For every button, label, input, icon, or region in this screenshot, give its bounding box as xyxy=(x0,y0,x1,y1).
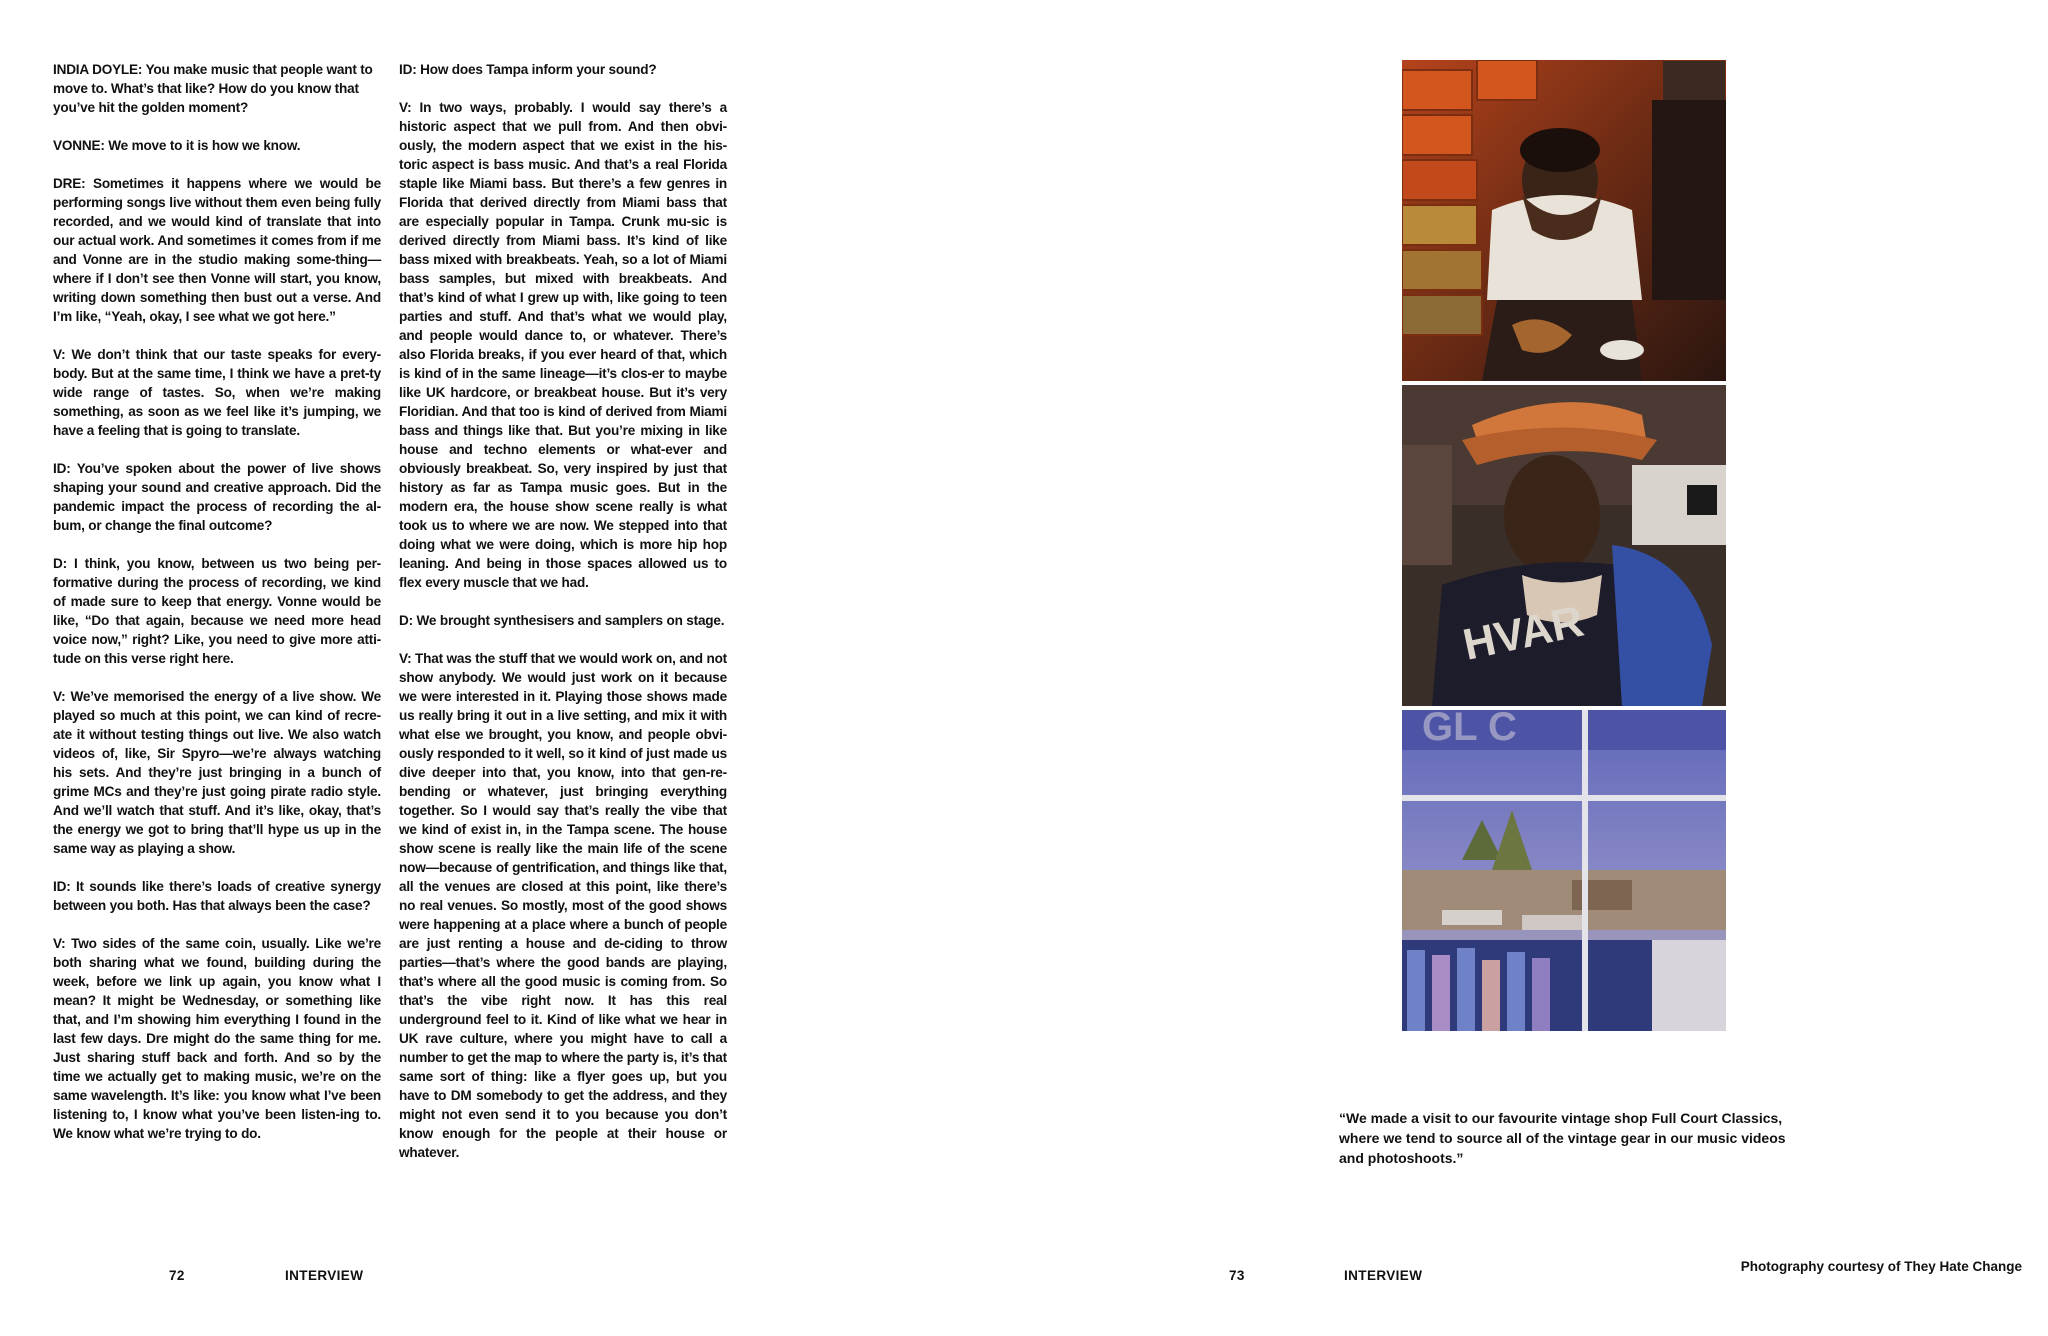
paragraph: VONNE: We move to it is how we know. xyxy=(53,138,301,153)
paragraph: ID: How does Tampa inform your sound? xyxy=(399,62,657,77)
photo-caption: “We made a visit to our favourite vintage shop Full Court Classics, where we tend to source all of the vintage gear in our music videos and photoshoots.” xyxy=(1339,1110,1786,1166)
paragraph: V: In two ways, probably. I would say there’s a historic aspect that we pull from. And then obvi-ously, the modern aspect that we exist in the his-toric aspect is bass music. And that’s a real Florida staple like Miami bass. But there’s a few genres in Florida that derived directly from Miami bass that are especially popular in Tampa. Crunk mu-sic is derived directly from Miami bass. It’s kind of like bass mixed with breakbeats. Yeah, so a lot of Miami bass samples, but mixed with breakbeats. And that’s kind of what I grew up with, like going to teen parties and stuff. And that’s what we would play, and people would dance to, or whatever. There’s also Florida breaks, if you ever heard of that, which is kind of in the same lineage—it’s clos-er to maybe like UK hardcore, or breakbeat house. But it’s very Floridian. And that too is kind of derived from Miami bass and things like that. But you’re mixing in like house and techno elements or what-ever and obviously breakbeat. So, very inspired by just that history as far as Tampa music goes. But in the modern era, the house show scene really is what took us to where we are now. We stepped into that doing what we were doing, which is more hip hop leaning. And being in those spaces allowed us to flex every muscle that we had. xyxy=(399,100,727,590)
polaroid-photo-orange-cap xyxy=(1402,385,1726,706)
polaroid-photo-store-window xyxy=(1402,710,1726,1031)
paragraph: ID: It sounds like there’s loads of creative synergy between you both. Has that always been the case? xyxy=(53,879,381,913)
page-number: 72 xyxy=(169,1268,185,1283)
section-label: INTERVIEW xyxy=(285,1268,364,1283)
paragraph: DRE: Sometimes it happens where we would be performing songs live without them even being fully recorded, and we would kind of translate that into our actual work. And sometimes it comes from if me and Vonne are in the studio making some-thing—where if I don’t see then Vonne will start, you know, writing down something then bust out a verse. And I’m like, “Yeah, okay, I see what we got here.” xyxy=(53,176,381,324)
paragraph: V: That was the stuff that we would work on, and not show anybody. We would just work on it because we were interested in it. Playing those shows made us really bring it out in a live setting, and mix it with what else we brought, you know, and people obvi-ously responded to it well, so it kind of just made us dive deeper into that, you know, into that gen-re-bending or whatever, just bringing everything together. So I would say that’s really the vibe that we kind of exist in, in the Tampa scene. The house show scene is really like the main life of the scene now—because of gentrification, and things like that, all the venues are closed at this point, like there’s no real venues. So mostly, most of the good shows were happening at a place where a bunch of people are just renting a house and de-ciding to throw parties—that’s where the good bands are playing, that’s where all the good music is coming from. So that’s the vibe right now. It has this real underground feel to it. Kind of like what we hear in UK rave culture, where you might have to call a number to get the map to where the party is, it’s that same sort of thing: like a flyer goes up, but you have to DM somebody to get the address, and they might not even send it to you because you don’t know enough for the people at their house or whatever. xyxy=(399,651,727,1160)
polaroid-photo-shoebox-wall xyxy=(1402,60,1726,381)
section-label: INTERVIEW xyxy=(1344,1268,1423,1283)
right-page xyxy=(1024,0,2048,1336)
svg-text:GL C: GL C xyxy=(1422,710,1517,749)
page-number: 73 xyxy=(1229,1268,1245,1283)
paragraph: V: We’ve memorised the energy of a live show. We played so much at this point, we can kind of recre-ate it without testing things out live. We also watch videos of, like, Sir Spyro—we’re always watching his sets. And they’re just bringing in a bunch of grime MCs and they’re just going pirate radio style. And we’ll watch that stuff. And it’s like, okay, that’s the energy we got to bring that’ll hype us up in the same way as playing a show. xyxy=(53,689,381,856)
svg-text:HVAR: HVAR xyxy=(1458,596,1588,670)
paragraph: V: We don’t think that our taste speaks for every-body. But at the same time, I think we have a pret-ty wide range of tastes. So, when we’re making something, as soon as we feel like it’s jumping, we have a feeling that is going to translate. xyxy=(53,347,381,438)
paragraph: INDIA DOYLE: You make music that people want to move to. What’s that like? How do you know that you’ve hit the golden moment? xyxy=(53,62,373,115)
photo-strip xyxy=(1402,60,1726,1035)
paragraph: D: I think, you know, between us two being per-formative during the process of recording, we kind of made sure to keep that energy. Vonne would be like, “Do that again, because we need more head voice now,” right? Like, you need to give more atti-tude on this verse right here. xyxy=(53,556,381,666)
paragraph: V: Two sides of the same coin, usually. Like we’re both sharing what we found, building during the week, before we link up again, you know what I mean? It might be Wednesday, or something like that, and I’m showing him everything I found in the last few days. Dre might do the same thing for me. Just sharing stuff back and forth. And so by the time we actually get to making music, we’re on the same wavelength. It’s like: you know what I’ve been listening to, I know what you’ve been listen-ing to. We know what we’re trying to do. xyxy=(53,936,381,1141)
paragraph: ID: You’ve spoken about the power of live shows shaping your sound and creative approach. Did the pandemic impact the process of recording the al-bum, or change the final outcome? xyxy=(53,461,381,533)
interview-column-1 xyxy=(53,60,381,1162)
photo-credit: Photography courtesy of They Hate Change xyxy=(1740,1259,2022,1274)
interview-column-2 xyxy=(399,60,727,1181)
paragraph: D: We brought synthesisers and samplers on stage. xyxy=(399,613,725,628)
